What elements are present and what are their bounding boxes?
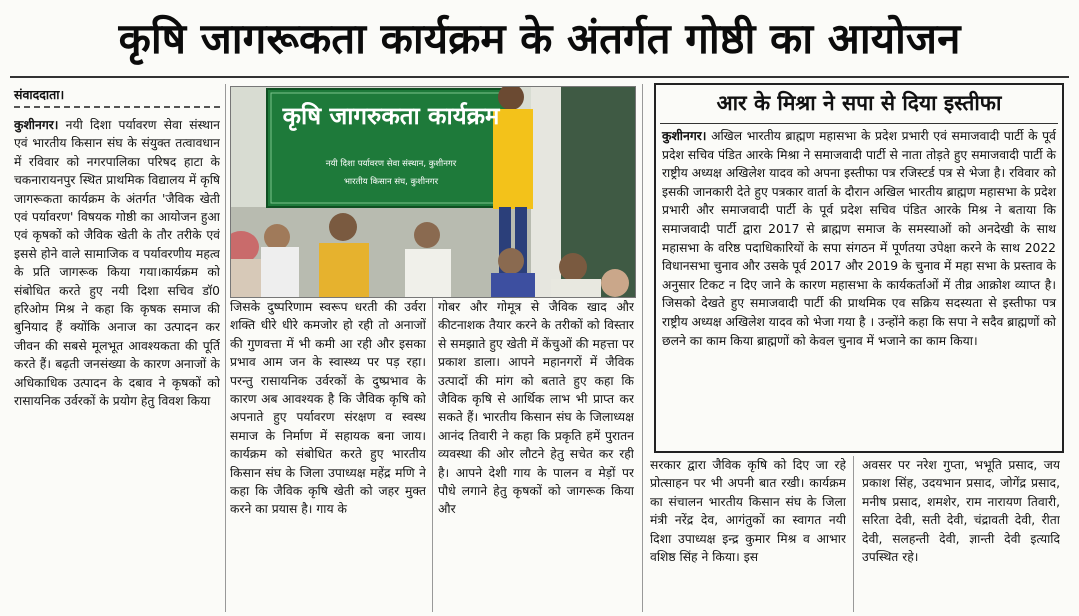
article-text-5: अवसर पर नरेश गुप्ता, भभूति प्रसाद, जय प्रकाश सिंह, उदयभान प्रसाद, जोगेंद्र प्रसाद, मनीष प्रसाद, शमशेर, राम नारायण तिवारी, सरिता देवी, सती देवी, चंद्रावती देवी, रीता देवी, सलहन्ती देवी, ज्ञान्ती देवी इत्यादि उपस्थित रहे।	[862, 458, 1060, 565]
sidebar-dateline: कुशीनगर।	[662, 129, 707, 143]
article-column-2	[230, 298, 426, 612]
column-divider	[642, 84, 643, 612]
article-text-1: नयी दिशा पर्यावरण सेवा संस्थान एवं भारतीय किसान संघ के संयुक्त तत्वावधान में रविवार को नगरपालिका परिषद हाटा के चकनारायनपुर स्थित प्राथमिक विद्यालय में कृषि जागरूकता कार्यक्रम के अंतर्गत 'जैविक खेती एवं पर्यावरण' विषयक गोष्ठी का आयोजन हुआ एवं कृषकों को जैविक खेती के तौर तरीके एवं इससे होने वाले सामाजिक व पर्यावरणीय महत्व के प्रति जागरूक किया गया।कार्यक्रम को संबोधित करते हुए नयी दिशा सचिव डॉ0 हरिओम मिश्र ने कहा कि कृषक समाज की बुनियाद हैं क्योंकि अनाज का उत्पादन कर जीवन की सबसे मूलभूत आवश्यकता की पूर्ति करते हैं। बढ़ती जनसंख्या के कारण अनाजों के अधिकाधिक उत्पादन के दबाव ने कृषकों को रासायनिक उर्वरकों के प्रयोग हेतु विवश किया	[14, 118, 220, 409]
banner-title: कृषि जागरुकता कार्यक्रम	[282, 102, 500, 130]
article-column-3	[438, 298, 634, 612]
event-photo	[230, 86, 636, 298]
article-text-3: गोबर और गोमूत्र से जैविक खाद और कीटनाशक तैयार करने के तरीकों को विस्तार से समझाते हुए खेती में केंचुओं की महत्ता पर प्रकाश डाला। आपने महानगरों में जैविक उत्पादों की मांग को बताते हुए कहा कि जैविक कृषि से आर्थिक लाभ भी प्राप्त कर सकते हैं। भारतीय किसान संघ के जिलाध्यक्ष आनंद तिवारी ने कहा कि प्रकृति हमें पुरातन व्यवस्था की ओर लौटने हेतु सचेत कर रही है। आपने देशी गाय के पालन व मेड़ों पर पौधे लगाने हेतु कृषकों को जागरूक किया और	[438, 300, 634, 517]
article-dateline: कुशीनगर।	[14, 118, 59, 132]
sidebar-news-box	[654, 83, 1064, 453]
banner-line-2: भारतीय किसान संघ, कुशीनगर	[343, 177, 439, 187]
byline: संवाददाता।	[14, 87, 65, 102]
article-column-5	[862, 456, 1060, 612]
sidebar-title: आर के मिश्रा ने सपा से दिया इस्तीफा	[716, 91, 1002, 115]
sidebar-text: अखिल भारतीय ब्राह्मण महासभा के प्रदेश प्रभारी एवं समाजवादी पार्टी के पूर्व प्रदेश सचिव पंडित आरके मिश्रा ने समाजवादी पार्टी से नाता तोड़ते हुए समाजवादी पार्टी के राष्ट्रीय अध्यक्ष अखिलेश यादव को अपना इस्तीफा पत्र रजिस्टर्ड पत्र से भेजा है। रविवार को इसकी जानकारी देते हुए पत्रकार वार्ता के दौरान अखिल भारतीय ब्राह्मण महासभा के प्रदेश प्रभारी और समाजवादी पार्टी के पूर्व प्रदेश सचिव पंडित आरके मिश्र ने बताया कि समाजवादी पार्टी द्वारा 2017 से ब्राह्मण समाज के समस्याओं को अनदेखी के साथ महासभा के वरिष्ठ पदाधिकारियों के सपा संगठन में पूर्णतया उपेक्षा करने के साथ 2022 विधानसभा चुनाव और उसके पूर्व 2017 और 2019 के चुनाव में महा सभा के प्रस्ताव के अनुसार टिकट न दिए जाने के कारण महासभा के कार्यकर्ताओं में तीव्र आक्रोश व्याप्त है। जिसको देखते हुए समाजवादी पार्टी की प्राथमिक एव सक्रिय सदस्यता से इस्तीफा पत्र राष्ट्रीय अध्यक्ष अखिलेश यादव को भेजा गया है । उन्होंने कहा कि सपा ने सदैव ब्राह्मणों को छलने का काम किया ब्राह्मणों को केवल चुनाव में भजाने का काम किया।	[662, 129, 1056, 348]
article-column-4	[650, 456, 846, 612]
headline: कृषि जागरूकता कार्यक्रम के अंतर्गत गोष्ठी का आयोजन	[118, 14, 961, 63]
column-divider	[853, 456, 854, 612]
sidebar-body	[662, 127, 1056, 350]
banner-line-1: नयी दिशा पर्यावरण सेवा संस्थान, कुशीनगर	[325, 159, 457, 169]
article-column-1	[14, 116, 220, 612]
column-divider	[225, 84, 226, 612]
headline-rule	[10, 76, 1069, 78]
byline-divider	[14, 106, 220, 108]
sidebar-title-rule	[660, 123, 1058, 124]
article-text-4: सरकार द्वारा जैविक कृषि को दिए जा रहे प्रोत्साहन पर भी अपनी बात रखी। कार्यक्रम का संचालन भारतीय किसान संघ के जिला मंत्री नरेंद्र देव, आगंतुकों का स्वागत नयी दिशा उपाध्यक्ष इन्द्र कुमार मिश्र व आभार वशिष्ठ सिंह ने किया। इस	[650, 458, 846, 565]
column-divider	[432, 298, 433, 612]
article-text-2: जिसके दुष्परिणाम स्वरूप धरती की उर्वरा शक्ति धीरे धीरे कमजोर हो रही तो अनाजों की गुणवत्ता में भी कमी आ रही और इसका प्रभाव आम जन के स्वास्थ्य पर पड़ रहा। परन्तु रासायनिक उर्वरकों के दुष्प्रभाव के कारण अब आवश्यक है कि जैविक कृषि को अपनाते हुए पर्यावरण संरक्षण व स्वस्थ समाज के निर्माण में सहायक बना जाय। कार्यक्रम को संबोधित करते हुए भारतीय किसान संघ के जिला उपाध्यक्ष महेंद्र मणि ने कहा कि जैविक कृषि खेती को जहर मुक्त करने का प्रयास है। गाय के	[230, 300, 426, 517]
